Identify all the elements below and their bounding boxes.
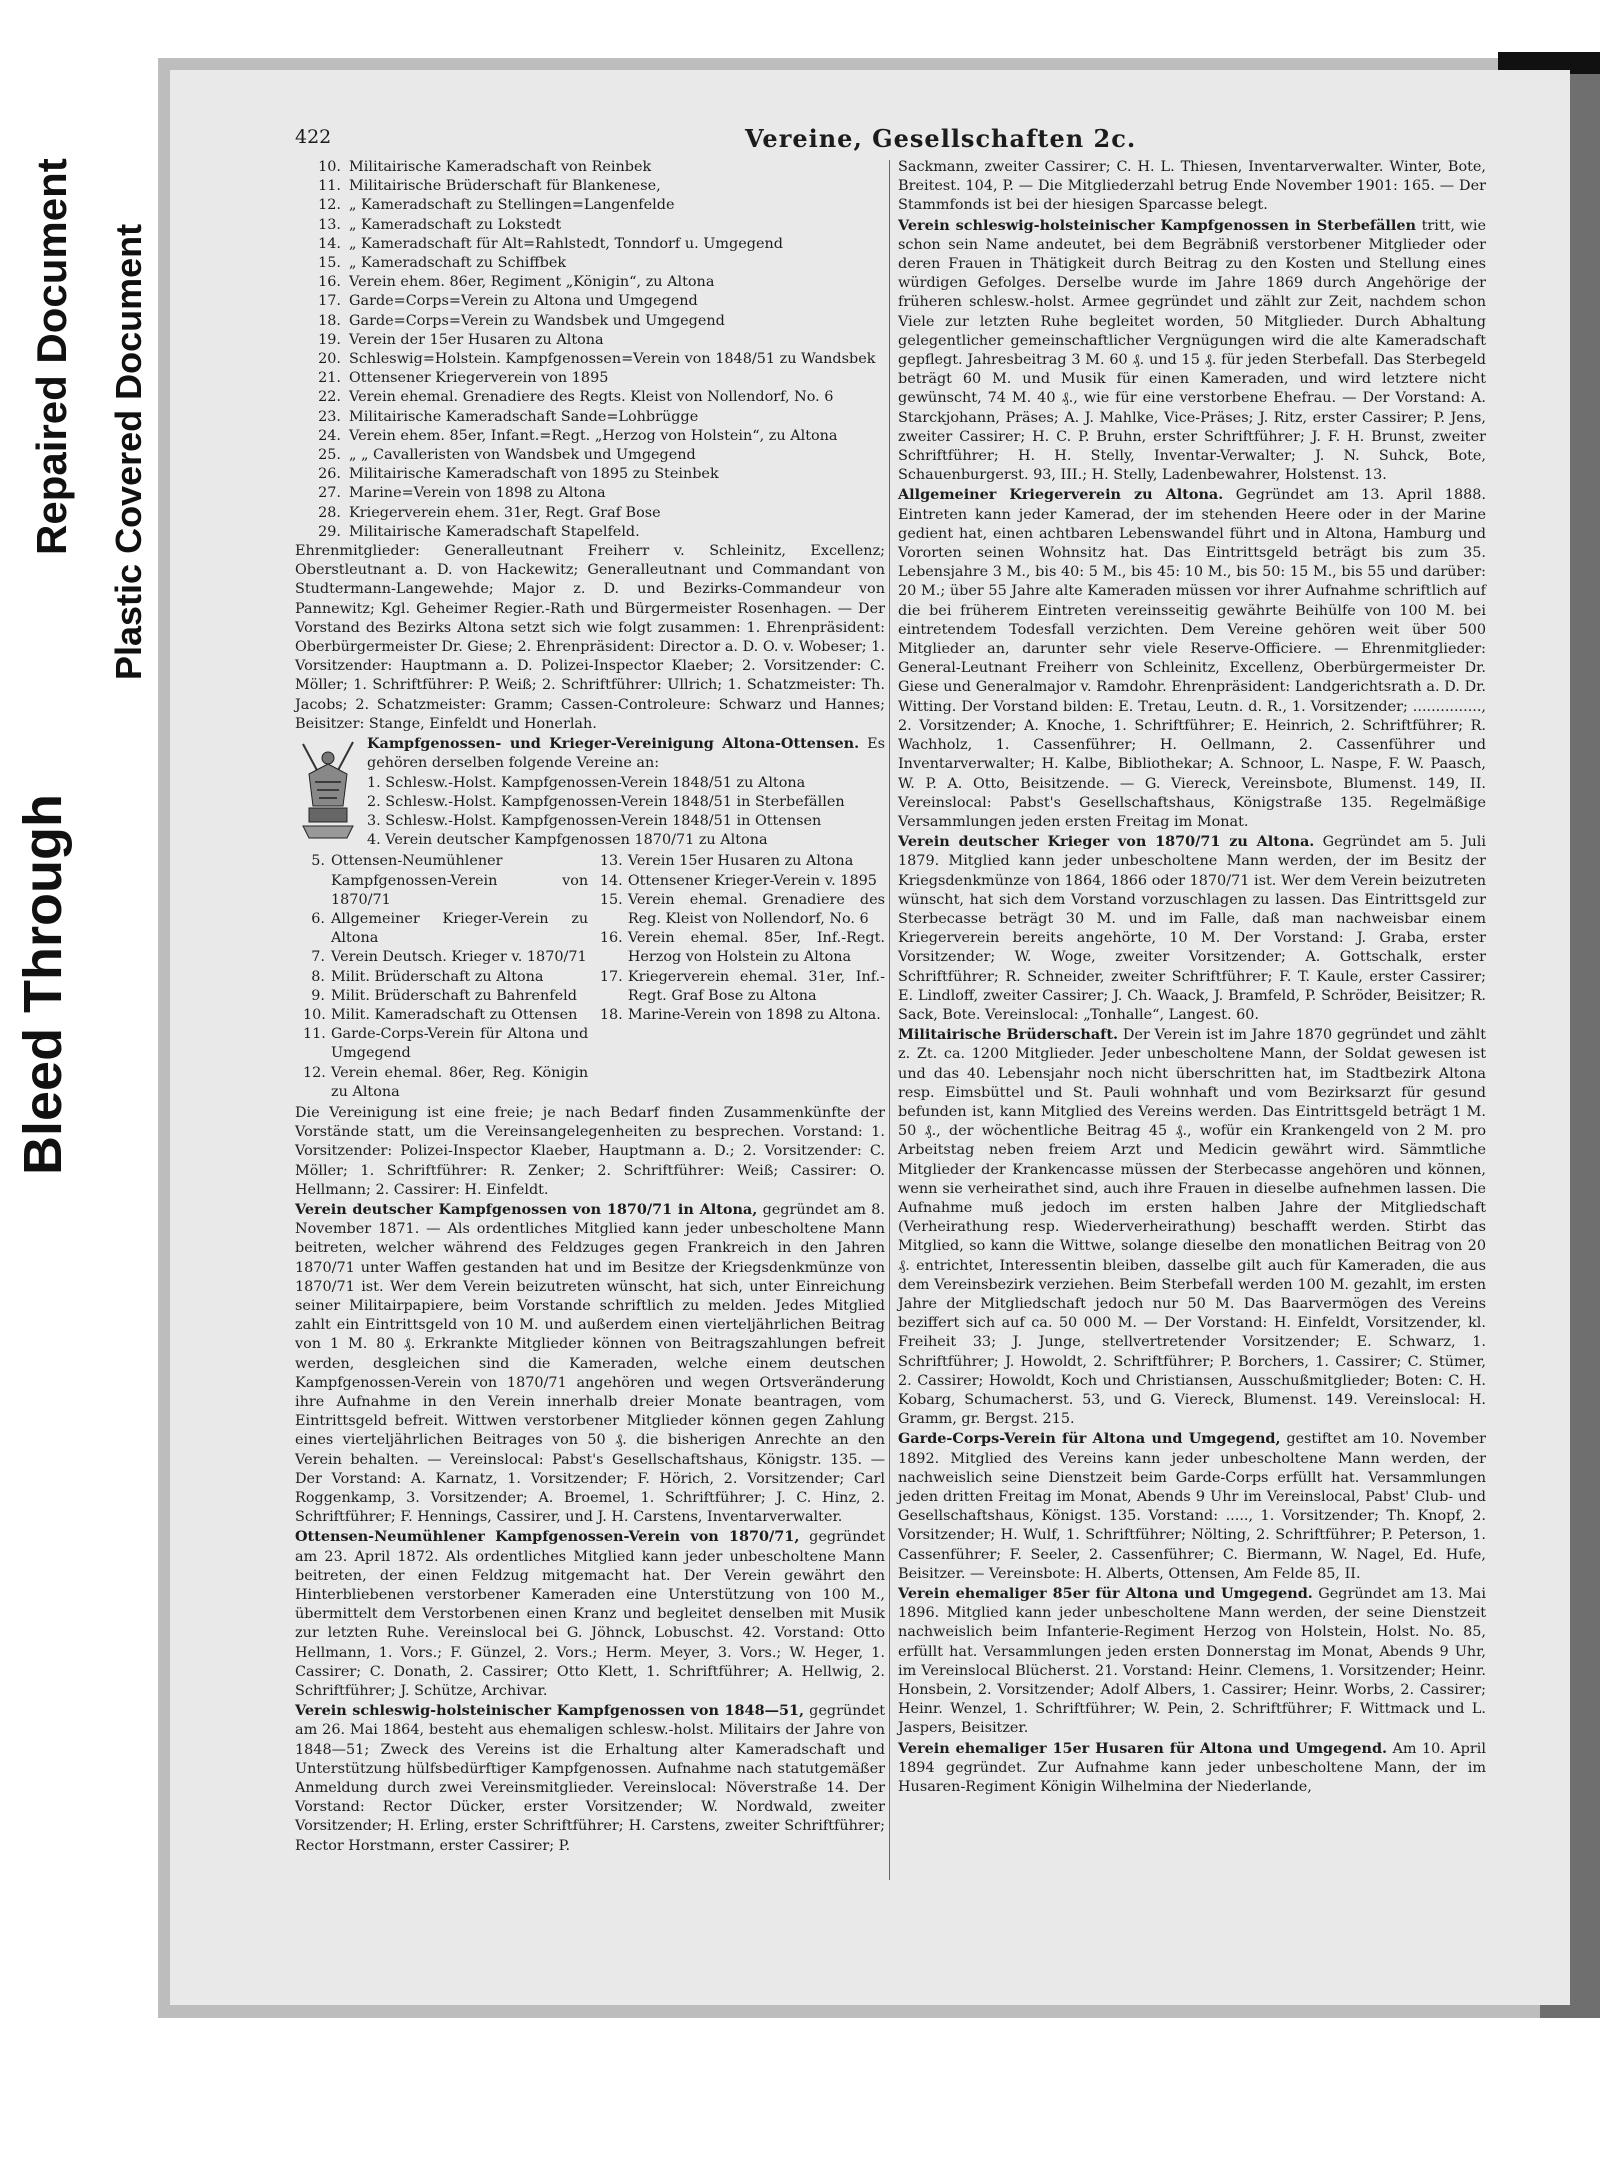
list-item: 2. Schlesw.-Holst. Kampfgenossen-Verein 1848/51 in Sterbefällen bbox=[367, 793, 845, 810]
list-item: 24. Verein ehem. 85er, Infant.=Regt. „Herzog von Holstein“, zu Altona bbox=[318, 427, 838, 444]
entry-heading: Verein ehemaliger 85er für Altona und Umgegend. bbox=[898, 1585, 1313, 1603]
list-item: 11. Garde-Corps-Verein für Altona und Umgegend bbox=[303, 1026, 589, 1062]
list-item: 16. Verein ehemal. 85er, Inf.-Regt. Herzog von Holstein zu Altona bbox=[599, 930, 885, 966]
entry-15er-husaren bbox=[898, 1739, 1486, 1798]
list-item: 15. Verein ehemal. Grenadiere des Reg. Kleist von Nollendorf, No. 6 bbox=[599, 891, 885, 927]
entry-body: gegründet am 26. Mai 1864, besteht aus ehemaligen schlesw.-holst. Militairs der Jahre von 1848—51; Zweck des Vereins ist die Erhaltung alter Kameradschaft und Unterstützung hülfsbedürftiger Kampfgenossen. Aufnahme nach statutgemäßer Anmeldung durch zwei Vereinsmitglieder. Vereinslocal: Növerstraße 14. Der Vorstand: Rector Dücker, erster Vorsitzender; W. Nordwald, zweiter Vorsitzender; H. Erling, erster Schriftführer; H. Carstens, zweiter Schriftführer; Rector Horstmann, erster Cassirer; P. bbox=[295, 1703, 885, 1854]
entry-ottensen bbox=[295, 1527, 885, 1701]
list-item: 1. Schlesw.-Holst. Kampfgenossen-Verein 1848/51 zu Altona bbox=[367, 774, 806, 791]
annotation-labels bbox=[0, 0, 170, 1200]
entry-body: Der Verein ist im Jahre 1870 gegründet und zählt z. Zt. ca. 1200 Mitglieder. Jeder unbescholtene Mann, der Soldat gewesen ist und das 40. Lebensjahr noch nicht überschritten hat, im Stadtbezirk Altona resp. Eimsbüttel und St. Pauli wohnhaft und vom Bezirksarzt für gesund befunden ist, kann Mitglied des Vereins werden. Das Eintrittsgeld beträgt 1 M. 50 ₰., der wöchentliche Beitrag 45 ₰., wofür ein Krankengeld von 2 M. pro Arbeitstag neben freiem Arzt und Medicin gewährt wird. Sämmtliche Mitglieder der Krankencasse müssen der Sterbecasse angehören und können, wenn sie verheirathet sind, auch ihre Frauen in dieselbe aufnehmen lassen. Die Aufnahme muß jedoch im ersten halben Jahre der Mitgliedschaft (Verheirathung resp. Wiederverheirathung) beschafft werden. Stirbt das Mitglied, so kann die Wittwe, solange dieselbe den monatlichen Beitrag von 20 ₰. entrichtet, Interessentin bleiben, dasselbe gilt auch für Kameraden, die aus dem Vereinsbezirk verziehen. Beim Sterbefall werden 100 M. gezahlt, im ersten Jahre der Mitgliedschaft jedoch nur 50 M. Das Baarvermögen des Vereins beziffert sich auf ca. 50 000 M. — Der Vorstand: H. Einfeldt, Vorsitzender, kl. Freiheit 33; J. Junge, stellvertretender Vorsitzender; E. Schwarz, 1. Schriftführer; J. Howoldt, 2. Schriftführer; P. Borchers, 1. Cassirer; C. Stümer, 2. Cassirer; Howoldt, Koch und Christiansen, Ausschußmitglieder; Boten: C. H. Kobarg, Schumacherst. 53, und G. Viereck, Blumenst. 149. Vereinslocal: H. Gramm, gr. Bergst. 215. bbox=[898, 1027, 1486, 1428]
continued-entry: Sackmann, zweiter Cassirer; C. H. L. Thiesen, Inventarverwalter. Winter, Bote, Breitest. 104, P. — Die Mitgliederzahl betrug Ende November 1901: 165. — Der Stammfonds ist bei der hiesigen Sparcasse belegt. bbox=[898, 159, 1486, 214]
bleed-through-label: Bleed Through bbox=[13, 794, 73, 1175]
vereinigung-block bbox=[295, 734, 885, 850]
left-column bbox=[295, 158, 885, 1856]
right-column bbox=[898, 158, 1486, 1797]
list-item: 10. Milit. Kameradschaft zu Ottensen bbox=[303, 1006, 578, 1023]
list-item: 3. Schlesw.-Holst. Kampfgenossen-Verein 1848/51 in Ottensen bbox=[367, 812, 822, 829]
entry-heading: Verein schleswig-holsteinischer Kampfgenossen in Sterbefällen bbox=[898, 216, 1416, 234]
list-item: 14. Ottensener Krieger-Verein v. 1895 bbox=[599, 872, 877, 889]
list-item: 20. Schleswig=Holstein. Kampfgenossen=Verein von 1848/51 zu Wandsbek bbox=[318, 351, 876, 368]
list-item: 8. Milit. Brüderschaft zu Altona bbox=[311, 968, 544, 985]
list-item: 27. Marine=Verein von 1898 zu Altona bbox=[318, 485, 606, 502]
entry-heading: Garde-Corps-Verein für Altona und Umgegend, bbox=[898, 1430, 1281, 1448]
club-list bbox=[295, 158, 885, 542]
list-item: 23. Militairische Kameradschaft Sande=Lohbrügge bbox=[318, 408, 699, 425]
list-item: 28. Kriegerverein ehem. 31er, Regt. Graf Bose bbox=[318, 504, 661, 521]
entry-body: Am 10. April 1894 gegründet. Zur Aufnahme kann jeder unbescholtene Mann, der im Husaren-Regiment Königin Wilhelmina der Niederlande, bbox=[898, 1740, 1486, 1796]
list-item: 7. Verein Deutsch. Krieger v. 1870/71 bbox=[311, 949, 587, 966]
entry-body: Gegründet am 13. Mai 1896. Mitglied kann jeder unbescholtene Mann werden, der seine Dienstzeit nachweislich beim Infanterie-Regiment Herzog von Holstein, Holst. No. 85, erfüllt hat. Versammlungen jeden ersten Donnerstag im Monat, Abends 9 Uhr, im Vereinslocal Blücherst. 21. Vorstand: Heinr. Clemens, 1. Vorsitzender; Heinr. Honsbein, 2. Vorsitzender; Adolf Albers, 1. Cassirer; Heinr. Worbs, 2. Cassirer; Heinr. Wenzel, 1. Schriftführer; W. Pein, 2. Schriftführer; F. Wittmack und L. Jaspers, Beisitzer. bbox=[898, 1586, 1486, 1737]
list-item: 17. Kriegerverein ehemal. 31er, Inf.-Regt. Graf Bose zu Altona bbox=[599, 968, 885, 1004]
entry-garde-corps bbox=[898, 1429, 1486, 1584]
list-item: 18. Garde=Corps=Verein zu Wandsbek und Umgegend bbox=[318, 312, 725, 329]
list-item: 17. Garde=Corps=Verein zu Altona und Umgegend bbox=[318, 293, 698, 310]
entry-body: tritt, wie schon sein Name andeutet, bei dem Begräbniß verstorbener Mitglieder oder deren Frauen in Thätigkeit durch Beitrag zu den Kosten und Stellung eines würdigen Gefolges. Derselbe wurde im Jahre 1869 durch Angehörige der früheren schlesw.-holst. Armee gegründet und zählt zur Zeit, nachdem schon Viele zur letzten Ruhe begleitet worden, 50 Mitglieder. Durch Abhaltung gelegentlicher gemeinschaftlicher Vergnügungen wird die alte Kameradschaft gepflegt. Jahresbeitrag 3 M. 60 ₰. und 15 ₰. für jeden Sterbefall. Das Sterbegeld beträgt 60 M. und Musik für einen Kameraden, und wird letztere nicht gewünscht, 74 M. 40 ₰., wie für eine verstorbene Ehefrau. — Der Vorstand: A. Starckjohann, Präses; A. J. Mahlke, Vice-Präses; J. Ritz, erster Cassirer; P. Jens, zweiter Cassirer; H. C. P. Bruhn, erster Schriftführer; J. F. H. Brunst, zweiter Schriftführer; H. H. Stelly, Inventar-Verwalter; J. N. Suhck, Bote, Schauenburgerst. 93, III.; H. Stelly, Ladenbewahrer, Holstenst. 13. bbox=[898, 217, 1486, 484]
list-item: 4. Verein deutscher Kampfgenossen 1870/71 zu Altona bbox=[367, 832, 768, 849]
vereinigung-members-table bbox=[303, 852, 885, 1102]
column-rule bbox=[889, 160, 890, 1880]
entry-1848-51 bbox=[295, 1701, 885, 1856]
entry-85er bbox=[898, 1584, 1486, 1739]
list-item: 25. „ „ Cavalleristen von Wandsbek und Umgegend bbox=[318, 447, 696, 464]
entry-1870-71 bbox=[295, 1200, 885, 1527]
list-item: 5. Ottensen-Neumühlener Kampfgenossen-Verein von 1870/71 bbox=[311, 853, 589, 908]
entry-heading: Verein deutscher Krieger von 1870/71 zu Altona. bbox=[898, 833, 1315, 851]
entry-allgemeiner bbox=[898, 485, 1486, 832]
list-item: 14. „ Kameradschaft für Alt=Rahlstedt, Tonndorf u. Umgegend bbox=[318, 235, 783, 252]
entry-body: Gegründet am 5. Juli 1879. Mitglied kann jeder unbescholtene Mann werden, der im Besitz der Kriegsdenkmünze von 1864, 1866 oder 1870/71 ist. Wer dem Verein beizutreten wünscht, hat sich dem Vorstand vorzuschlagen zu lassen. Das Eintrittsgeld zur Sterbecasse beträgt 30 M. und im Falle, daß man nachweisbar einem Kriegerverein bereits angehörte, 10 M. Der Vorstand: J. Graba, erster Vorsitzender; W. Woge, zweiter Vorsitzender; A. Gottschalk, erster Schriftführer; R. Schneider, zweiter Schriftführer; F. T. Kaule, erster Cassirer; E. Lindloff, zweiter Cassirer; J. Ch. Waack, J. Bramfeld, P. Schröder, Beisitzer; R. Sack, Bote. Vereinslocal: „Tonhalle“, Langest. 60. bbox=[898, 834, 1486, 1023]
list-item: 15. „ Kameradschaft zu Schiffbek bbox=[318, 255, 567, 272]
entry-heading: Verein deutscher Kampfgenossen von 1870/71 in Altona, bbox=[295, 1200, 758, 1218]
entry-heading: Allgemeiner Kriegerverein zu Altona. bbox=[898, 486, 1224, 504]
entry-heading: Verein schleswig-holsteinischer Kampfgenossen von 1848—51, bbox=[295, 1702, 805, 1720]
entry-heading: Ottensen-Neumühlener Kampfgenossen-Verein von 1870/71, bbox=[295, 1528, 800, 1546]
vereinigung-intro: Es gehören derselben folgende Vereine an: bbox=[367, 736, 885, 772]
entry-body: Gegründet am 13. April 1888. Eintreten kann jeder Kamerad, der im stehenden Heere oder in der Marine gedient hat, einen achtbaren Lebenswandel führt und in Altona, Hamburg und Vororten seinen Wohnsitz hat. Das Eintrittsgeld beträgt bis zum 35. Lebensjahre 3 M., bis 40: 5 M., bis 45: 10 M., bis 50: 15 M., bis 55 und darüber: 20 M.; über 55 Jahre alte Kameraden müssen vor ihrer Aufnahme schriftlich auf die bei früherem Eintreten vereinsseitig gewährte Beihülfe von 100 M. bei eintretendem Todesfall verzichten. Dem Vereine gehören weit über 500 Mitglieder an, darunter sehr viele Reserve-Officiere. — Ehrenmitglieder: General-Leutnant Freiherr von Schleinitz, Excellenz, Oberbürgermeister Dr. Giese und Generalmajor v. Ramdohr. Ehrenpräsident: Landgerichtsrath a. D. Dr. Witting. Der Vorstand bilden: E. Tretau, Leutn. d. R., 1. Vorsitzender; ..............., 2. Vorsitzender; A. Knoche, 1. Schriftführer; E. Heinrich, 2. Schriftführer; R. Wachholz, 1. Cassenführer; H. Oellmann, 2. Cassenführer und Inventarverwalter; H. Kalbe, Bibliothekar; A. Schnoor, L. Naspe, F. W. Paasch, W. P. A. Otto, Beisitzende. — G. Viereck, Vereinsbote, Blumenst. 149, II. Vereinslocal: Pabst's Gesellschaftshaus, Königstraße 135. Regelmäßige Versammlungen jeden ersten Freitag im Monat. bbox=[898, 487, 1486, 830]
list-item: 12. Verein ehemal. 86er, Reg. Königin zu Altona bbox=[303, 1064, 589, 1100]
list-item: 26. Militairische Kameradschaft von 1895 zu Steinbek bbox=[318, 466, 719, 483]
members-right-column bbox=[600, 852, 885, 1102]
entry-body: gegründet am 8. November 1871. — Als ordentliches Mitglied kann jeder unbescholtene Mann beitreten, welcher während des Feldzuges gegen Frankreich in den Jahren 1870/71 unter Waffen gestanden hat und im Besitze der Kriegsdenkmünze von 1870/71 ist. Wer dem Verein beizutreten wünscht, hat sich, unter Einreichung seiner Militairpapiere, beim Vorstande schriftlich zu melden. Jedes Mitglied zahlt ein Eintrittsgeld von 10 M. und außerdem einen vierteljährlichen Beitrag von 1 M. 80 ₰. Erkrankte Mitglieder können von Beitragszahlungen befreit werden, desgleichen sind die Kameraden, welche einem deutschen Kampfgenossen-Verein von 1870/71 angehören und wegen Ortsveränderung ihre Aufnahme in den Verein innerhalb dreier Monate beantragen, vom Eintrittsgeld befreit. Wittwen verstorbener Mitglieder können gegen Zahlung eines vierteljährlichen Beitrages von 50 ₰. die bisherigen Anrechte an den Verein behalten. — Vereinslocal: Pabst's Gesellschaftshaus, Königstr. 135. — Der Vorstand: A. Karnatz, 1. Vorsitzender; F. Hörich, 2. Vorsitzender; Carl Roggenkamp, 3. Vorsitzender; A. Broemel, 1. Schriftführer; J. C. Hinz, 2. Schriftführer; F. Hennings, Cassirer, und J. H. Carstens, Inventarverwalter. bbox=[295, 1201, 885, 1526]
list-item: 13. „ Kameradschaft zu Lokstedt bbox=[318, 216, 562, 233]
vereinigung-list bbox=[295, 774, 885, 851]
vereinigung-heading: Kampfgenossen- und Krieger-Vereinigung Altona-Ottensen. bbox=[367, 735, 860, 753]
list-item: 10. Militairische Kameradschaft von Reinbek bbox=[318, 159, 652, 175]
list-item: 22. Verein ehemal. Grenadiere des Regts. Kleist von Nollendorf, No. 6 bbox=[318, 389, 834, 406]
vereinigung-description: Die Vereinigung ist eine freie; je nach Bedarf finden Zusammenkünfte der Vorstände statt, um die Vereinsangelegenheiten zu besprechen. Vorstand: 1. Vorsitzender: Polizei-Inspector Klaeber, Hauptmann a. D.; 2. Vorsitzender: C. Möller; 1. Schriftführer: R. Zenker; 2. Schriftführer: Weiß; Cassirer: O. Hellmann; 2. Cassirer: H. Einfeldt. bbox=[295, 1104, 885, 1198]
repaired-document-label: Repaired Document bbox=[28, 158, 75, 555]
list-item: 18. Marine-Verein von 1898 zu Altona. bbox=[599, 1006, 881, 1023]
list-item: 21. Ottensener Kriegerverein von 1895 bbox=[318, 370, 609, 387]
list-item: 6. Allgemeiner Krieger-Verein zu Altona bbox=[311, 910, 589, 947]
running-head: Vereine, Gesellschaften 2c. bbox=[745, 124, 1137, 153]
document-page bbox=[170, 70, 1570, 2005]
list-item: 11. Militairische Brüderschaft für Blankenese, bbox=[318, 178, 661, 195]
list-item: 12. „ Kameradschaft zu Stellingen=Langenfelde bbox=[318, 197, 675, 214]
list-item: 29. Militairische Kameradschaft Stapelfeld. bbox=[318, 523, 640, 540]
entry-heading: Verein ehemaliger 15er Husaren für Altona und Umgegend. bbox=[898, 1739, 1388, 1757]
list-item: 9. Milit. Brüderschaft zu Bahrenfeld bbox=[311, 987, 577, 1004]
entry-sterbefaelle bbox=[898, 216, 1486, 486]
entry-militairische bbox=[898, 1025, 1486, 1429]
list-item: 16. Verein ehem. 86er, Regiment „Königin“, zu Altona bbox=[318, 274, 715, 291]
page-number: 422 bbox=[295, 126, 332, 148]
entry-body: gegründet am 23. April 1872. Als ordentliches Mitglied kann jeder unbescholtene Mann beitreten, der einen Feldzug mitgemacht hat. Der Verein gewährt den Hinterbliebenen verstorbener Kameraden eine Unterstützung von 100 M., übermittelt dem Verstorbenen einen Kranz und begleitet denselben mit Musik zur letzten Ruhe. Vereinslocal bei G. Jöhnck, Lobuschst. 42. Vorstand: Otto Hellmann, 1. Vors.; F. Günzel, 2. Vors.; Herm. Meyer, 3. Vors.; W. Heger, 1. Cassirer; C. Donath, 2. Cassirer; Otto Klett, 1. Schriftführer; A. Hellwig, 2. Schriftführer; J. Schütze, Archivar. bbox=[295, 1529, 885, 1700]
entry-heading: Militairische Brüderschaft. bbox=[898, 1026, 1119, 1044]
list-item: 13. Verein 15er Husaren zu Altona bbox=[599, 853, 854, 870]
page-header bbox=[295, 118, 1555, 156]
members-left-column bbox=[303, 852, 588, 1102]
list-item: 19. Verein der 15er Husaren zu Altona bbox=[318, 331, 604, 348]
entry-body: gestiftet am 10. November 1892. Mitglied des Vereins kann jeder unbescholtene Mann werden, der nachweislich seine Dienstzeit beim Garde-Corps erfüllt hat. Versammlungen jeden dritten Freitag im Monat, Abends 9 Uhr im Vereinslocal, Pabst' Club- und Gesellschaftshaus, Königst. 135. Vorstand: ....., 1. Vorsitzender; Th. Knopf, 2. Vorsitzender; H. Wulf, 1. Schriftführer; Nölting, 2. Schriftführer; P. Peterson, 1. Cassenführer; F. Seeler, 2. Cassenführer; C. Biermann, W. Nagel, Ed. Hufe, Beisitzer. — Vereinsbote: H. Alberts, Ottensen, Am Felde 85, II. bbox=[898, 1431, 1486, 1582]
plastic-covered-label: Plastic Covered Document bbox=[108, 223, 149, 680]
honorary-members-paragraph: Ehrenmitglieder: Generalleutnant Freiherr v. Schleinitz, Excellenz; Oberstleutnant a. D. von Hackewitz; Generalleutnant und Commandant von Studtermann-Langewehde; Major z. D. und Bezirks-Commandeur von Pannewitz; Kgl. Geheimer Regier.-Rath und Bürgermeister Rosenhagen. — Der Vorstand des Bezirks Altona setzt sich wie folgt zusammen: 1. Ehrenpräsident: Oberbürgermeister Dr. Giese; 2. Ehrenpräsident: Director a. D. O. v. Wobeser; 1. Vorsitzender: Hauptmann a. D. Polizei-Inspector Klaeber; 2. Vorsitzender: C. Möller; 1. Schriftführer: P. Weiß; 2. Schriftführer: Ullrich; 1. Schatzmeister: Th. Jacobs; 2. Schatzmeister: Gramm; Cassen-Controleure: Schwarz und Hannes; Beisitzer: Stange, Einfeldt und Honerlah. bbox=[295, 543, 885, 732]
entry-deutscher-krieger bbox=[898, 832, 1486, 1025]
emblem-icon bbox=[295, 734, 361, 844]
